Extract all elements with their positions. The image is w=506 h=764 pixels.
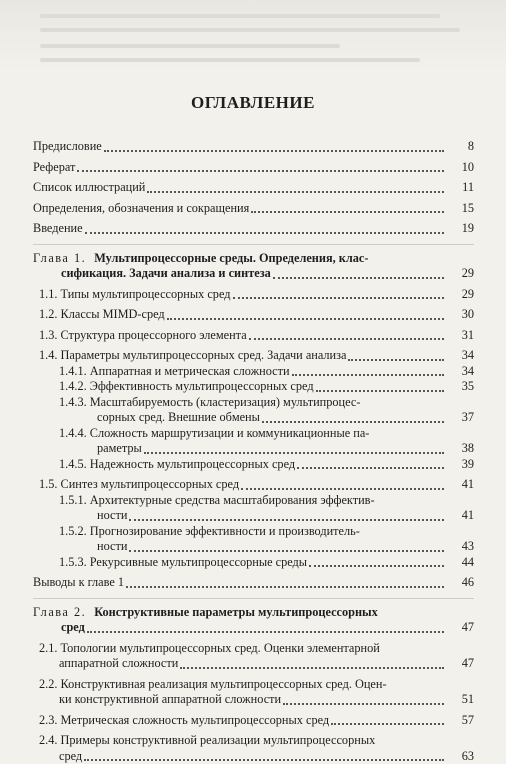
page-title: ОГЛАВЛЕНИЕ — [0, 93, 506, 113]
toc-entry-text-line1: 2.4. Примеры конструктивной реализации мультипроцессорных — [39, 733, 446, 749]
toc-page-number: 44 — [446, 555, 474, 571]
leader-dots — [348, 359, 444, 361]
toc-entry[interactable] — [33, 180, 474, 196]
leader-dots — [104, 150, 444, 152]
chapter-title-line1: Конструктивные параметры мультипроцессорных — [94, 605, 446, 621]
toc-entry[interactable] — [33, 139, 474, 155]
leader-dots — [251, 211, 444, 213]
toc-page-number: 11 — [446, 180, 474, 196]
leader-dots — [331, 723, 444, 725]
toc-entry-text-line1: 1.4.4. Сложность маршрутизации и коммуникационные па- — [59, 426, 446, 442]
toc-entry-text: Выводы к главе 1 — [33, 575, 124, 591]
toc-page-number: 37 — [446, 410, 474, 426]
toc-page-number: 41 — [446, 477, 474, 493]
chapter-label: Глава 1. — [33, 251, 86, 267]
toc-entry-text-line1: 2.1. Топологии мультипроцессорных сред. Оценки элементарной — [39, 641, 446, 657]
leader-dots — [241, 488, 444, 490]
toc-page-number: 8 — [446, 139, 474, 155]
bleed-line — [40, 44, 340, 48]
leader-dots — [316, 390, 444, 392]
toc-entry[interactable] — [33, 160, 474, 176]
chapter-title-line1: Мультипроцессорные среды. Определения, клас- — [94, 251, 446, 267]
toc-entry-text-line1: 1.5.2. Прогнозирование эффективности и производитель- — [59, 524, 446, 540]
section-divider — [33, 244, 474, 246]
toc-entry[interactable] — [33, 379, 474, 395]
toc-entry-text: 1.3. Структура процессорного элемента — [39, 328, 247, 344]
toc-entry[interactable] — [33, 555, 474, 571]
toc-entry-text-line1: 1.5.1. Архитектурные средства масштабирования эффектив- — [59, 493, 446, 509]
toc-entry-text: 1.4.2. Эффективность мультипроцессорных сред — [59, 379, 314, 395]
leader-dots — [85, 232, 444, 234]
toc-entry-text: 1.1. Типы мультипроцессорных сред — [39, 287, 231, 303]
toc-entry[interactable] — [33, 677, 474, 708]
toc-page-number: 41 — [446, 508, 474, 524]
toc-page-number: 29 — [446, 266, 474, 282]
leader-dots — [77, 170, 444, 172]
toc-page-number: 51 — [446, 692, 474, 708]
toc-entry-text: Определения, обозначения и сокращения — [33, 201, 249, 217]
toc-entry[interactable] — [33, 575, 474, 591]
toc-entry-text-line1: 1.4.3. Масштабируемость (кластеризация) мультипроцес- — [59, 395, 446, 411]
toc-entry[interactable] — [33, 493, 474, 524]
toc-page-number: 39 — [446, 457, 474, 473]
toc-entry-text: 1.5.3. Рекурсивные мультипроцессорные среды — [59, 555, 307, 571]
toc-entry-text-line1: 2.2. Конструктивная реализация мультипроцессорных сред. Оцен- — [39, 677, 446, 693]
toc-entry-text: 1.5. Синтез мультипроцессорных сред — [39, 477, 239, 493]
toc-entry-text-line2: раметры — [97, 441, 142, 457]
toc-entry-text-line2: ки конструктивной аппаратной сложности — [59, 692, 281, 708]
toc-entry[interactable] — [33, 307, 474, 323]
bleed-through-background — [0, 0, 506, 70]
toc-entry-text-line2: аппаратной сложности — [59, 656, 178, 672]
leader-dots — [283, 703, 444, 705]
toc-page-number: 47 — [446, 620, 474, 636]
toc-entry-text: Предисловие — [33, 139, 102, 155]
toc-chapter-heading[interactable] — [33, 605, 474, 636]
toc-entry-text: 1.2. Классы MIMD-сред — [39, 307, 165, 323]
toc-page-number: 10 — [446, 160, 474, 176]
toc-page-number: 35 — [446, 379, 474, 395]
toc-page-number: 38 — [446, 441, 474, 457]
toc-entry[interactable] — [33, 426, 474, 457]
leader-dots — [292, 374, 444, 376]
toc-page-number: 57 — [446, 713, 474, 729]
toc-page-number: 43 — [446, 539, 474, 555]
toc-entry-text-line2: сорных сред. Внешние обмены — [97, 410, 260, 426]
toc-entry-text-line2: сред — [59, 749, 82, 764]
leader-dots — [273, 277, 444, 279]
toc-entry-text-line2: ности — [97, 539, 127, 555]
leader-dots — [249, 338, 444, 340]
leader-dots — [180, 667, 444, 669]
toc-entry[interactable] — [33, 457, 474, 473]
leader-dots — [144, 452, 444, 454]
chapter-title-line2: сификация. Задачи анализа и синтеза — [61, 266, 271, 282]
toc-entry[interactable] — [33, 328, 474, 344]
toc-entry-text: 1.4.5. Надежность мультипроцессорных сред — [59, 457, 295, 473]
bleed-line — [40, 14, 440, 18]
toc-page-number: 31 — [446, 328, 474, 344]
toc-page-number: 47 — [446, 656, 474, 672]
toc-page-number: 34 — [446, 364, 474, 380]
toc-entry-text: Реферат — [33, 160, 75, 176]
toc-page-number: 19 — [446, 221, 474, 237]
table-of-contents — [33, 134, 474, 764]
toc-entry[interactable] — [33, 395, 474, 426]
toc-page-number: 29 — [446, 287, 474, 303]
leader-dots — [84, 759, 444, 761]
toc-chapter-heading[interactable] — [33, 251, 474, 282]
toc-entry[interactable] — [33, 477, 474, 493]
toc-entry-text-line2: ности — [97, 508, 127, 524]
leader-dots — [147, 191, 444, 193]
toc-entry-text: 1.4.1. Аппаратная и метрическая сложности — [59, 364, 290, 380]
toc-entry-text: Список иллюстраций — [33, 180, 145, 196]
leader-dots — [126, 586, 444, 588]
leader-dots — [297, 467, 444, 469]
chapter-label: Глава 2. — [33, 605, 86, 621]
toc-page-number: 46 — [446, 575, 474, 591]
toc-entry-text: Введение — [33, 221, 83, 237]
toc-entry[interactable] — [33, 641, 474, 672]
leader-dots — [262, 421, 444, 423]
toc-page-number: 15 — [446, 201, 474, 217]
leader-dots — [129, 550, 444, 552]
section-divider — [33, 598, 474, 600]
leader-dots — [309, 565, 444, 567]
toc-entry[interactable] — [33, 364, 474, 380]
leader-dots — [167, 318, 444, 320]
bleed-line — [40, 28, 460, 32]
leader-dots — [233, 297, 444, 299]
toc-entry[interactable] — [33, 713, 474, 729]
toc-entry[interactable] — [33, 348, 474, 364]
toc-entry[interactable] — [33, 524, 474, 555]
toc-entry[interactable] — [33, 287, 474, 303]
toc-entry[interactable] — [33, 201, 474, 217]
toc-page-number: 30 — [446, 307, 474, 323]
toc-entry-text: 2.3. Метрическая сложность мультипроцессорных сред — [39, 713, 329, 729]
leader-dots — [129, 519, 444, 521]
toc-page-number: 63 — [446, 749, 474, 764]
toc-entry[interactable] — [33, 733, 474, 764]
toc-page-number: 34 — [446, 348, 474, 364]
leader-dots — [87, 631, 444, 633]
chapter-title-line2: сред — [61, 620, 85, 636]
toc-entry[interactable] — [33, 221, 474, 237]
toc-entry-text: 1.4. Параметры мультипроцессорных сред. Задачи анализа — [39, 348, 346, 364]
bleed-line — [40, 58, 420, 62]
